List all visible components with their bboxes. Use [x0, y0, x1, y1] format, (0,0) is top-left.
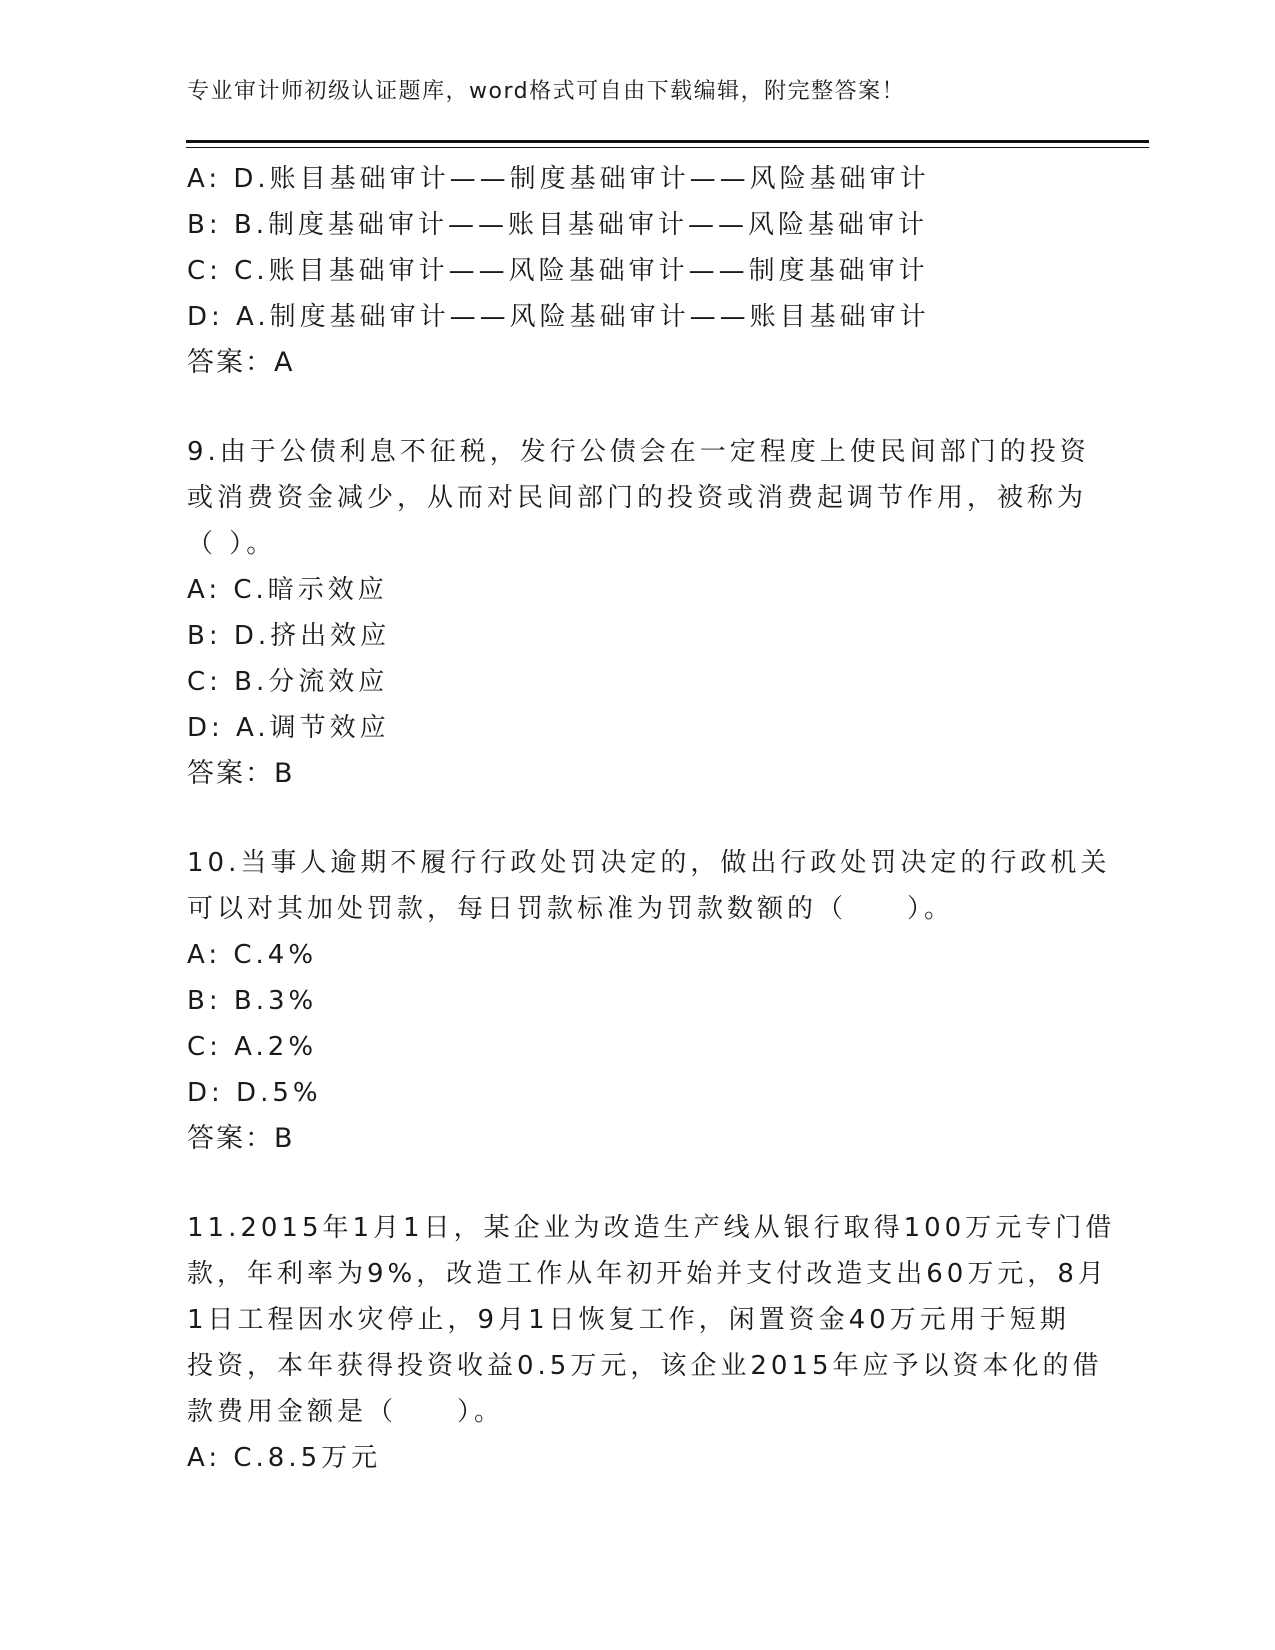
- header-rule-thick: [186, 140, 1149, 143]
- question-stem-line: 1日工程因水灾停止，9月1日恢复工作，闲置资金40万元用于短期: [187, 1305, 1070, 1335]
- answer: 答案：A: [187, 347, 295, 378]
- question-10: [187, 840, 1111, 1162]
- spacer: [187, 386, 1077, 429]
- option-b: B: B.3%: [187, 986, 318, 1016]
- option-d: D: A.调节效应: [187, 713, 390, 743]
- option-c: C: A.2%: [187, 1032, 318, 1062]
- question-stem-line: （ ）。: [187, 529, 277, 559]
- header-rule-thin: [186, 147, 1149, 148]
- question-stem-line: 可以对其加处罚款，每日罚款标准为罚款数额的（ ）。: [187, 894, 955, 924]
- question-stem-line: 11.2015年1月1日，某企业为改造生产线从银行取得100万元专门借: [187, 1213, 1116, 1243]
- question-stem-line: 或消费资金减少，从而对民间部门的投资或消费起调节作用，被称为: [187, 483, 1088, 513]
- question-stem-line: 9.由于公债利息不征税，发行公债会在一定程度上使民间部门的投资: [187, 437, 1090, 467]
- question-content: [187, 156, 1116, 1481]
- answer: 答案：B: [187, 758, 295, 789]
- answer: 答案：B: [187, 1123, 295, 1154]
- question-9: [187, 429, 1090, 797]
- option-d: D: A.制度基础审计——风险基础审计——账目基础审计: [187, 302, 930, 332]
- option-a: A: C.暗示效应: [187, 575, 388, 605]
- spacer: [187, 797, 1077, 840]
- option-c: C: B.分流效应: [187, 667, 389, 697]
- option-d: D: D.5%: [187, 1078, 322, 1108]
- question-11: [187, 1205, 1116, 1481]
- option-b: B: B.制度基础审计——账目基础审计——风险基础审计: [187, 210, 928, 240]
- question-stem-line: 10.当事人逾期不履行行政处罚决定的，做出行政处罚决定的行政机关: [187, 848, 1111, 878]
- option-a: A: C.4%: [187, 940, 318, 970]
- question-stem-line: 投资，本年获得投资收益0.5万元，该企业2015年应予以资本化的借: [187, 1351, 1103, 1381]
- option-c: C: C.账目基础审计——风险基础审计——制度基础审计: [187, 256, 929, 286]
- option-b: B: D.挤出效应: [187, 621, 391, 651]
- spacer: [187, 1162, 1077, 1205]
- question-8: [187, 156, 1077, 386]
- question-stem-line: 款，年利率为9%，改造工作从年初开始并支付改造支出60万元，8月: [187, 1259, 1108, 1289]
- question-stem-line: 款费用金额是（ ）。: [187, 1397, 505, 1427]
- option-a: A: D.账目基础审计——制度基础审计——风险基础审计: [187, 164, 930, 194]
- option-a: A: C.8.5万元: [187, 1443, 382, 1473]
- page-header: 专业审计师初级认证题库，word格式可自由下载编辑，附完整答案！: [187, 79, 906, 104]
